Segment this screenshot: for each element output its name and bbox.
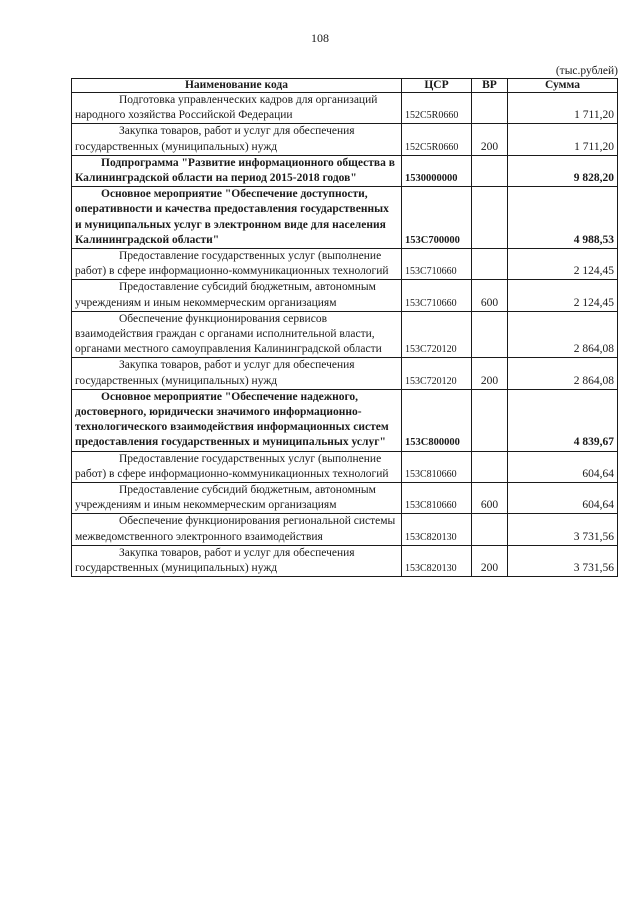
row-name: Предоставление субсидий бюджетным, автономным учреждениям и иным некоммерческим организациям xyxy=(75,281,376,309)
table-row xyxy=(72,451,618,482)
row-name: Закупка товаров, работ и услуг для обеспечения государственных (муниципальных) нужд xyxy=(75,546,355,575)
row-name: Предоставление государственных услуг (выполнение работ) в сфере информационно-коммуникационных технологий xyxy=(75,250,389,278)
row-name: Закупка товаров, работ и услуг для обеспечения государственных (муниципальных) нужд xyxy=(75,359,355,387)
row-sum: 3 731,56 xyxy=(508,545,618,576)
page-number: 108 xyxy=(311,31,329,45)
row-vr xyxy=(472,311,508,358)
row-code: 153C810660 xyxy=(402,451,472,482)
row-sum: 9 828,20 xyxy=(508,155,618,186)
row-sum: 604,64 xyxy=(508,451,618,482)
table-row xyxy=(72,155,618,186)
row-code: 153C710660 xyxy=(402,280,472,311)
row-name: Подпрограмма "Развитие информационного общества в Калининградской области на период 2015-2018 годов" xyxy=(75,156,395,185)
header-sum: Сумма xyxy=(508,79,618,93)
header-vr: ВР xyxy=(472,79,508,93)
table-row xyxy=(72,358,618,389)
row-code: 152C5R0660 xyxy=(402,93,472,124)
row-sum: 4 839,67 xyxy=(508,389,618,451)
table-row xyxy=(72,514,618,545)
row-sum: 4 988,53 xyxy=(508,187,618,249)
table-row xyxy=(72,545,618,576)
row-code: 153C720120 xyxy=(402,358,472,389)
budget-table xyxy=(71,78,618,577)
header-code: ЦСР xyxy=(402,79,472,93)
row-name: Подготовка управленческих кадров для организаций народного хозяйства Российской Федерации xyxy=(75,94,378,122)
row-vr xyxy=(472,93,508,124)
row-code: 153C820130 xyxy=(402,514,472,545)
row-sum: 1 711,20 xyxy=(508,124,618,155)
row-vr: 600 xyxy=(472,483,508,514)
row-vr xyxy=(472,389,508,451)
row-sum: 1 711,20 xyxy=(508,93,618,124)
row-code: 152C5R0660 xyxy=(402,124,472,155)
row-name: Обеспечение функционирования сервисов взаимодействия граждан с органами исполнительной власти, органами местного самоуправления Калининградской области xyxy=(75,312,382,356)
row-name: Основное мероприятие "Обеспечение надежного, достоверного, юридически значимого информационно-технологического взаимодействия информационных систем предоставления государственных и муниципальных услуг" xyxy=(75,390,389,449)
row-sum: 2 864,08 xyxy=(508,311,618,358)
header-name: Наименование кода xyxy=(72,79,402,93)
table-row xyxy=(72,280,618,311)
units-label: (тыс.рублей) xyxy=(555,65,618,77)
row-code: 153C710660 xyxy=(402,249,472,280)
table-row xyxy=(72,93,618,124)
row-sum: 2 124,45 xyxy=(508,249,618,280)
row-code: 153C700000 xyxy=(402,187,472,249)
row-name: Закупка товаров, работ и услуг для обеспечения государственных (муниципальных) нужд xyxy=(75,125,355,153)
row-name: Предоставление государственных услуг (выполнение работ) в сфере информационно-коммуникационных технологий xyxy=(75,452,389,480)
row-vr xyxy=(472,451,508,482)
row-vr: 600 xyxy=(472,280,508,311)
row-code: 1530000000 xyxy=(402,155,472,186)
row-name: Обеспечение функционирования региональной системы межведомственного электронного взаимодействия xyxy=(75,515,396,543)
row-vr: 200 xyxy=(472,124,508,155)
table-header-row xyxy=(72,79,618,93)
table-row xyxy=(72,249,618,280)
row-name: Основное мероприятие "Обеспечение доступности, оперативности и качества предоставления государственных и муниципальных услуг в электронном виде для населения Калининградской области" xyxy=(75,188,389,246)
row-sum: 2 864,08 xyxy=(508,358,618,389)
row-code: 153C800000 xyxy=(402,389,472,451)
table-row xyxy=(72,187,618,249)
table-row xyxy=(72,311,618,358)
table-row xyxy=(72,483,618,514)
row-sum: 2 124,45 xyxy=(508,280,618,311)
row-code: 153C820130 xyxy=(402,545,472,576)
row-code: 153C810660 xyxy=(402,483,472,514)
table-row xyxy=(72,124,618,155)
row-vr xyxy=(472,249,508,280)
row-vr xyxy=(472,514,508,545)
row-vr xyxy=(472,155,508,186)
row-vr xyxy=(472,187,508,249)
row-sum: 604,64 xyxy=(508,483,618,514)
row-vr: 200 xyxy=(472,358,508,389)
row-name: Предоставление субсидий бюджетным, автономным учреждениям и иным некоммерческим организациям xyxy=(75,484,376,512)
table-row xyxy=(72,389,618,451)
row-sum: 3 731,56 xyxy=(508,514,618,545)
row-vr: 200 xyxy=(472,545,508,576)
row-code: 153C720120 xyxy=(402,311,472,358)
